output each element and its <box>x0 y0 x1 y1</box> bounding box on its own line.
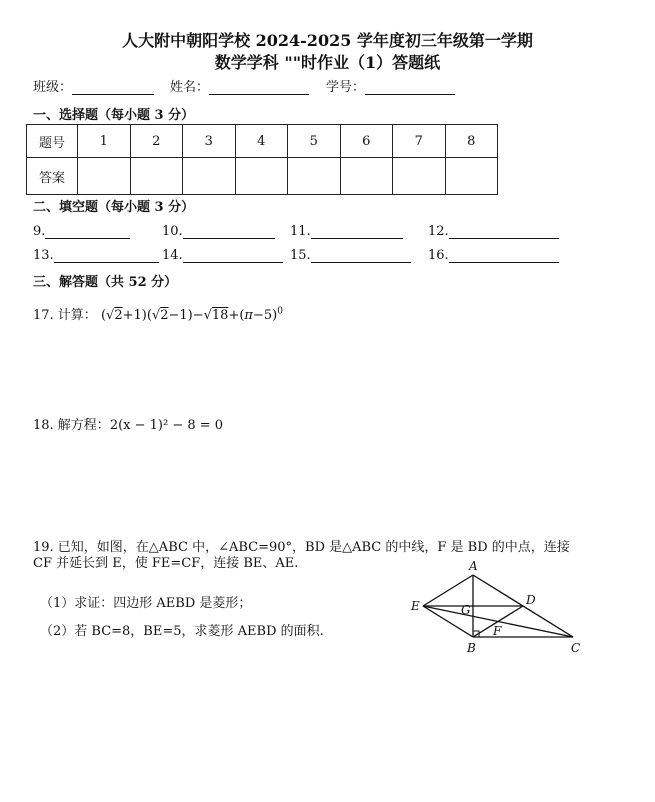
blank-15 <box>290 248 411 263</box>
number-cell: 5 <box>288 125 341 158</box>
q17 <box>33 304 283 323</box>
label-E: E <box>411 599 420 613</box>
blank-number: 12. <box>428 224 449 239</box>
answer-cell[interactable] <box>340 158 393 195</box>
blank-number: 15. <box>290 248 311 263</box>
number-cell: 7 <box>393 125 446 158</box>
answer-cell[interactable] <box>445 158 498 195</box>
blank-number: 10. <box>162 224 183 239</box>
blank-14 <box>162 248 283 263</box>
blank-10 <box>162 224 275 239</box>
name-blank[interactable] <box>209 94 309 95</box>
label-A: A <box>469 559 478 573</box>
q18-equation: 2(x − 1)² − 8 = 0 <box>109 418 224 433</box>
id-field <box>326 76 455 95</box>
q17-expression: $(√2+1)(√2-1)-√18+(\pi-5)^0$ <box>100 306 283 323</box>
fill-blank[interactable] <box>45 238 130 239</box>
number-cell: 2 <box>130 125 183 158</box>
name-label: 姓名： <box>170 80 210 95</box>
label-G: G <box>461 603 471 617</box>
blank-number: 14. <box>162 248 183 263</box>
blank-number: 13. <box>33 248 54 263</box>
q19-text: 19. 已知，如图，在△ABC 中，∠ABC=90°，BD 是△ABC 的中线，F 是 BD 的中点，连接 CF 并延长到 E，使 FE=CF，连接 BE、AE. <box>33 540 570 571</box>
blank-9 <box>33 224 130 239</box>
number-header: 题号 <box>27 125 78 158</box>
label-B: B <box>467 641 476 655</box>
number-cell: 8 <box>445 125 498 158</box>
answer-header: 答案 <box>27 158 78 195</box>
q19-part2: （2）若 BC=8，BE=5，求菱形 AEBD 的面积. <box>40 624 324 639</box>
blank-13 <box>33 248 159 263</box>
answer-cell[interactable] <box>183 158 236 195</box>
q18-label: 18. 解方程： <box>33 418 110 433</box>
blank-number: 11. <box>290 224 311 239</box>
q18 <box>33 414 223 433</box>
fill-blank[interactable] <box>183 262 283 263</box>
number-cell: 1 <box>78 125 131 158</box>
table-row <box>27 158 498 195</box>
title-line2: 数学学科 ""时作业（1）答题纸 <box>214 53 441 72</box>
q17-label: 17. 计算： <box>33 308 97 323</box>
fill-blank[interactable] <box>449 238 559 239</box>
fill-blank[interactable] <box>54 262 159 263</box>
label-D: D <box>526 593 536 607</box>
id-blank[interactable] <box>365 94 455 95</box>
class-blank[interactable] <box>72 94 154 95</box>
blank-number: 9. <box>33 224 46 239</box>
answer-cell[interactable] <box>235 158 288 195</box>
label-C: C <box>571 641 581 655</box>
id-label: 学号： <box>326 80 366 95</box>
table-row <box>27 125 498 158</box>
class-field <box>33 76 154 95</box>
fill-blank[interactable] <box>311 262 411 263</box>
answer-table <box>26 124 498 195</box>
section3-heading: 三、解答题（共 52 分） <box>33 275 178 290</box>
number-cell: 4 <box>235 125 288 158</box>
title-line1: 人大附中朝阳学校 2024-2025 学年度初三年级第一学期 <box>122 31 533 50</box>
section1-heading: 一、选择题（每小题 3 分） <box>33 108 195 123</box>
blank-11 <box>290 224 403 239</box>
label-F: F <box>493 624 502 638</box>
section2-heading: 二、填空题（每小题 3 分） <box>33 200 195 215</box>
answer-cell[interactable] <box>288 158 341 195</box>
blank-12 <box>428 224 559 239</box>
fill-blank[interactable] <box>183 238 275 239</box>
fill-blank[interactable] <box>311 238 403 239</box>
geometry-figure <box>405 555 595 660</box>
class-label: 班级： <box>33 80 73 95</box>
answer-cell[interactable] <box>78 158 131 195</box>
blank-number: 16. <box>428 248 449 263</box>
blank-16 <box>428 248 559 263</box>
segment-EA <box>423 575 473 606</box>
number-cell: 3 <box>183 125 236 158</box>
name-field <box>170 76 309 95</box>
answer-cell[interactable] <box>130 158 183 195</box>
number-cell: 6 <box>340 125 393 158</box>
answer-cell[interactable] <box>393 158 446 195</box>
fill-blank[interactable] <box>449 262 559 263</box>
q19-part1: （1）求证：四边形 AEBD 是菱形； <box>40 596 252 611</box>
